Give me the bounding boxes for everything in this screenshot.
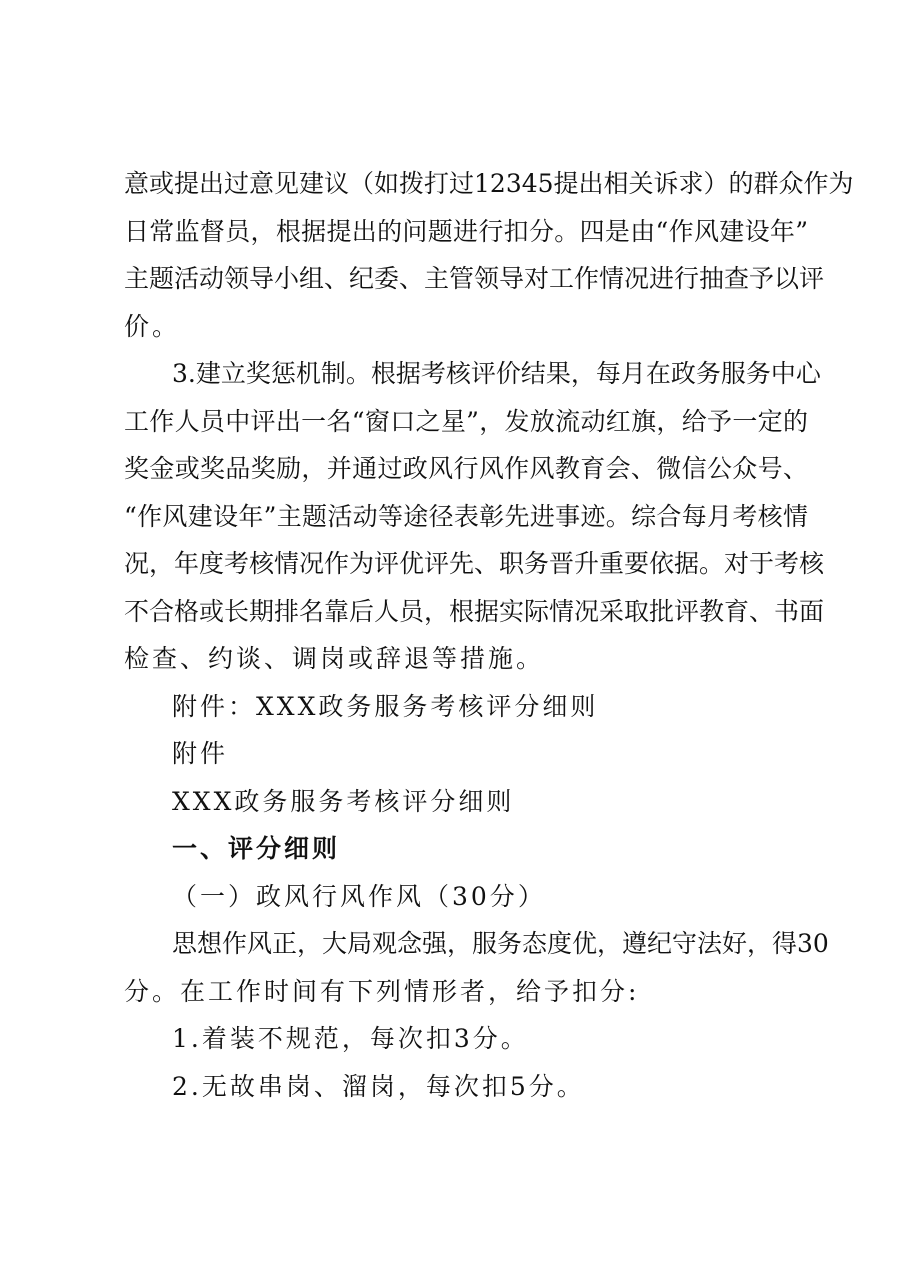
attachment-title: XXX政务服务考核评分细则 [172,786,515,816]
paragraph-2-line-7: 检查、约谈、调岗或辞退等措施。 [124,644,545,673]
paragraph-1-line-2: 日常监督员，根据提出的问题进行扣分。四是由“作风建设年” [124,216,808,246]
attachment-reference: 附件：XXX政务服务考核评分细则 [172,691,599,721]
paragraph-2-line-4: “作风建设年”主题活动等途径表彰先进事迹。综合每月考核情 [124,501,808,531]
list-item-1: 1.着装不规范，每次扣3分。 [172,1024,529,1053]
paragraph-1-line-4: 价。 [124,311,181,341]
subsection-heading: （一）政风行风作风（30分） [172,881,546,911]
attachment-label: 附件 [172,739,229,768]
paragraph-2-line-1: 3.建立奖惩机制。根据考核评价结果，每月在政务服务中心 [172,359,821,388]
paragraph-1-line-1: 意或提出过意见建议（如拨打过12345提出相关诉求）的群众作为 [124,169,854,198]
paragraph-2-line-3: 奖金或奖品奖励，并通过政风行风作风教育会、微信公众号、 [124,454,808,483]
paragraph-3-line-1: 思想作风正，大局观念强，服务态度优，遵纪守法好，得30 [172,929,829,958]
paragraph-2-line-2: 工作人员中评出一名“窗口之星”，发放流动红旗，给予一定的 [124,406,808,436]
paragraph-2-line-5: 况，年度考核情况作为评优评先、职务晋升重要依据。对于考核 [124,549,825,578]
paragraph-3-line-2: 分。在工作时间有下列情形者，给予扣分: [124,976,640,1006]
list-item-2: 2.无故串岗、溜岗，每次扣5分。 [172,1071,585,1101]
paragraph-2-line-6: 不合格或长期排名靠后人员，根据实际情况采取批评教育、书面 [124,596,825,626]
document-page [124,160,854,1110]
section-heading: 一、评分细则 [172,834,341,863]
paragraph-1-line-3: 主题活动领导小组、纪委、主管领导对工作情况进行抽查予以评 [124,264,825,293]
